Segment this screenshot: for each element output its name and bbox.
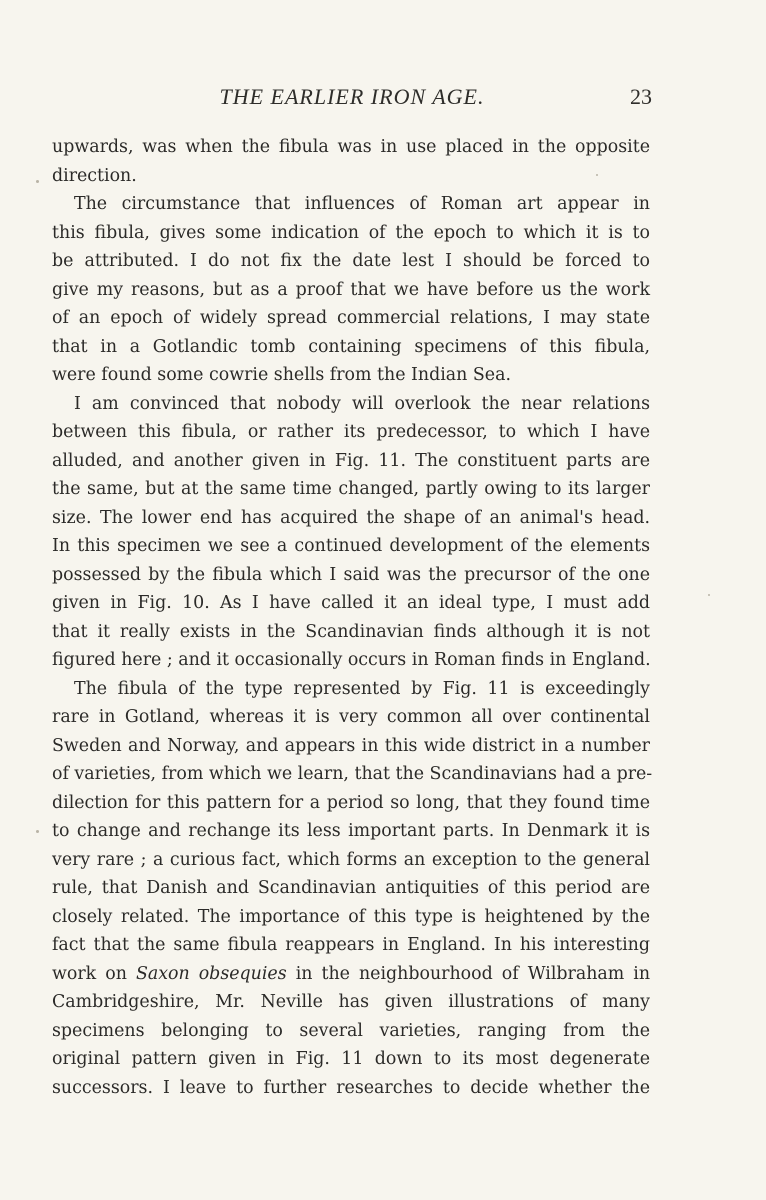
text-line: alluded, and another given in Fig. 11. The constituent parts are <box>52 450 650 471</box>
text-line-with-italic-title <box>52 960 650 989</box>
text-line: specimens belonging to several varieties, ranging from the <box>52 1020 650 1041</box>
text-line: upwards, was when the fibula was in use placed in the opposite <box>52 137 650 157</box>
text-line: dilection for this pattern for a period so long, that they found time <box>52 792 650 813</box>
line-rest: the neighbourhood of Wilbraham in <box>321 963 651 984</box>
text-line: possessed by the fibula which I said was the precursor of the one <box>52 564 650 585</box>
text-line: closely related. The importance of this type is heightened by the <box>52 906 650 927</box>
paper-speck <box>36 180 39 183</box>
text-line: were found some cowrie shells from the Indian Sea. <box>52 365 511 385</box>
text-line: very rare ; a curious fact, which forms an exception to the general <box>52 849 650 870</box>
text-line: size. The lower end has acquired the shape of an animal's head. <box>52 507 650 528</box>
body-text <box>52 133 653 1102</box>
text-line: In this specimen we see a continued development of the elements <box>52 536 650 556</box>
running-title: THE EARLIER IRON AGE. <box>219 84 485 109</box>
text-line: given in Fig. 10. As I have called it an ideal type, I must add <box>52 593 650 613</box>
text-line: original pattern given in Fig. 11 down to its most degenerate <box>52 1049 650 1069</box>
paper-speck <box>708 594 710 596</box>
paragraph-start-line: The fibula of the type represented by Fig. 11 is exceedingly <box>74 678 650 699</box>
text-line: fact that the same fibula reappears in England. In his interesting <box>52 935 650 955</box>
running-head <box>52 84 652 114</box>
text-line: of an epoch of widely spread commercial relations, I may state <box>52 308 650 328</box>
text-line: between this fibula, or rather its predecessor, to which I have <box>52 422 650 442</box>
line-prefix: work on <box>52 963 127 984</box>
text-line: rare in Gotland, whereas it is very common all over continental <box>52 707 650 727</box>
paper-speck <box>596 174 598 176</box>
text-line: of varieties, from which we learn, that the Scandinavians had a pre- <box>52 764 653 784</box>
paragraph-start-line: I am convinced that nobody will overlook the near relations <box>74 393 650 414</box>
page-number: 23 <box>630 84 652 109</box>
text-line: Cambridgeshire, Mr. Neville has given illustrations of many <box>52 992 650 1012</box>
text-line: successors. I leave to further researches to decide whether the <box>52 1077 650 1098</box>
paragraph-start-line: The circumstance that influences of Roman art appear in <box>74 194 650 214</box>
text-line: that it really exists in the Scandinavian finds although it is not <box>52 621 650 642</box>
line-suffix: in <box>295 963 313 984</box>
text-line: Sweden and Norway, and appears in this wide district in a number <box>52 735 650 756</box>
text-line: to change and rechange its less important parts. In Denmark it is <box>52 821 650 841</box>
italic-book-title: Saxon obsequies <box>135 963 287 984</box>
text-line: figured here ; and it occasionally occurs in Roman finds in England. <box>52 650 651 670</box>
text-line: this fibula, gives some indication of the epoch to which it is to <box>52 222 650 243</box>
text-line: rule, that Danish and Scandinavian antiquities of this period are <box>52 878 650 898</box>
paper-speck <box>36 830 39 833</box>
text-line: the same, but at the same time changed, partly owing to its larger <box>52 479 650 499</box>
text-line: direction. <box>52 165 137 186</box>
text-line: give my reasons, but as a proof that we have before us the work <box>52 279 650 300</box>
text-line: be attributed. I do not fix the date lest I should be forced to <box>52 251 650 271</box>
text-line: that in a Gotlandic tomb containing specimens of this fibula, <box>52 336 650 357</box>
